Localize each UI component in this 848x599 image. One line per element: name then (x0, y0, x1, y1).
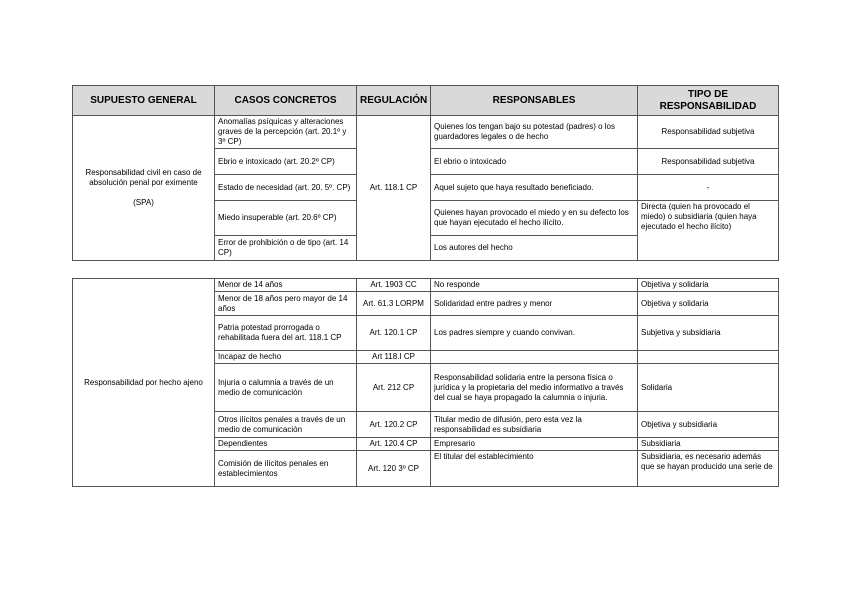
responsible-cell: Titular medio de difusión, pero esta vez la responsabilidad es subsidiaria (431, 412, 638, 438)
regulation-cell: Art. 212 CP (357, 364, 431, 412)
type-cell: - (638, 175, 779, 201)
general-case-cell: Responsabilidad civil en caso de absolución penal por eximente (SPA) (73, 116, 215, 261)
case-cell: Anomalías psíquicas y alteraciones graves de la percepción (art. 20.1º y 3º CP) (215, 116, 357, 149)
header-regulacion: REGULACIÓN (357, 86, 431, 116)
general-case-cell: Responsabilidad por hecho ajeno (73, 279, 215, 487)
responsible-cell: Los padres siempre y cuando convivan. (431, 316, 638, 351)
responsible-cell (431, 351, 638, 364)
regulation-cell: Art. 61.3 LORPM (357, 292, 431, 316)
table-hecho-ajeno (72, 278, 779, 487)
responsible-cell: Quienes los tengan bajo su potestad (padres) o los guardadores legales o de hecho (431, 116, 638, 149)
type-cell: Subsidiaria (638, 438, 779, 451)
responsible-cell: No responde (431, 279, 638, 292)
type-cell: Solidaria (638, 364, 779, 412)
responsible-cell: El titular del establecimiento (431, 451, 638, 487)
regulation-cell: Art 118.I CP (357, 351, 431, 364)
case-cell: Menor de 18 años pero mayor de 14 años (215, 292, 357, 316)
regulation-cell: Art. 120.2 CP (357, 412, 431, 438)
header-casos-concretos: CASOS CONCRETOS (215, 86, 357, 116)
case-cell: Error de prohibición o de tipo (art. 14 CP) (215, 236, 357, 261)
case-cell: Dependientes (215, 438, 357, 451)
type-cell: Objetiva y subsidiaria (638, 412, 779, 438)
responsible-cell: El ebrio o intoxicado (431, 149, 638, 175)
regulation-cell: Art. 120 3º CP (357, 451, 431, 487)
regulation-cell: Art. 120.1 CP (357, 316, 431, 351)
case-cell: Injuria o calumnia a través de un medio de comunicación (215, 364, 357, 412)
responsible-cell: Aquel sujeto que haya resultado beneficiado. (431, 175, 638, 201)
type-cell: Objetiva y solidaria (638, 292, 779, 316)
regulation-cell: Art. 118.1 CP (357, 116, 431, 261)
type-cell: Directa (quien ha provocado el miedo) o subsidiaria (quien haya ejecutado el hecho ilícito) (638, 201, 779, 261)
regulation-cell: Art. 120.4 CP (357, 438, 431, 451)
type-cell: Subsidiaria, es necesario además que se hayan producido una serie de (638, 451, 779, 487)
header-supuesto-general: SUPUESTO GENERAL (73, 86, 215, 116)
case-cell: Patria potestad prorrogada o rehabilitada fuera del art. 118.1 CP (215, 316, 357, 351)
type-cell: Responsabilidad subjetiva (638, 116, 779, 149)
case-cell: Miedo insuperable (art. 20.6º CP) (215, 201, 357, 236)
case-cell: Ebrio e intoxicado (art. 20.2º CP) (215, 149, 357, 175)
type-cell (638, 351, 779, 364)
header-tipo-responsabilidad: TIPO DE RESPONSABILIDAD (638, 86, 779, 116)
responsible-cell: Los autores del hecho (431, 236, 638, 261)
responsible-cell: Empresario (431, 438, 638, 451)
case-cell: Estado de necesidad (art. 20. 5º. CP) (215, 175, 357, 201)
type-cell: Subjetiva y subsidiaria (638, 316, 779, 351)
responsible-cell: Quienes hayan provocado el miedo y en su defecto los que hayan ejecutado el hecho ilícito. (431, 201, 638, 236)
case-cell: Otros ilícitos penales a través de un medio de comunicación (215, 412, 357, 438)
type-cell: Responsabilidad subjetiva (638, 149, 779, 175)
type-cell: Objetiva y solidaria (638, 279, 779, 292)
case-cell: Incapaz de hecho (215, 351, 357, 364)
case-cell: Comisión de ilícitos penales en establecimientos (215, 451, 357, 487)
regulation-cell: Art. 1903 CC (357, 279, 431, 292)
responsible-cell: Solidaridad entre padres y menor (431, 292, 638, 316)
table-supuestos-eximente (72, 85, 779, 261)
responsible-cell: Responsabilidad solidaria entre la persona física o jurídica y la propietaria del medio informativo a través del cual se haya propagado la calumnia o injuria. (431, 364, 638, 412)
case-cell: Menor de 14 años (215, 279, 357, 292)
header-responsables: RESPONSABLES (431, 86, 638, 116)
